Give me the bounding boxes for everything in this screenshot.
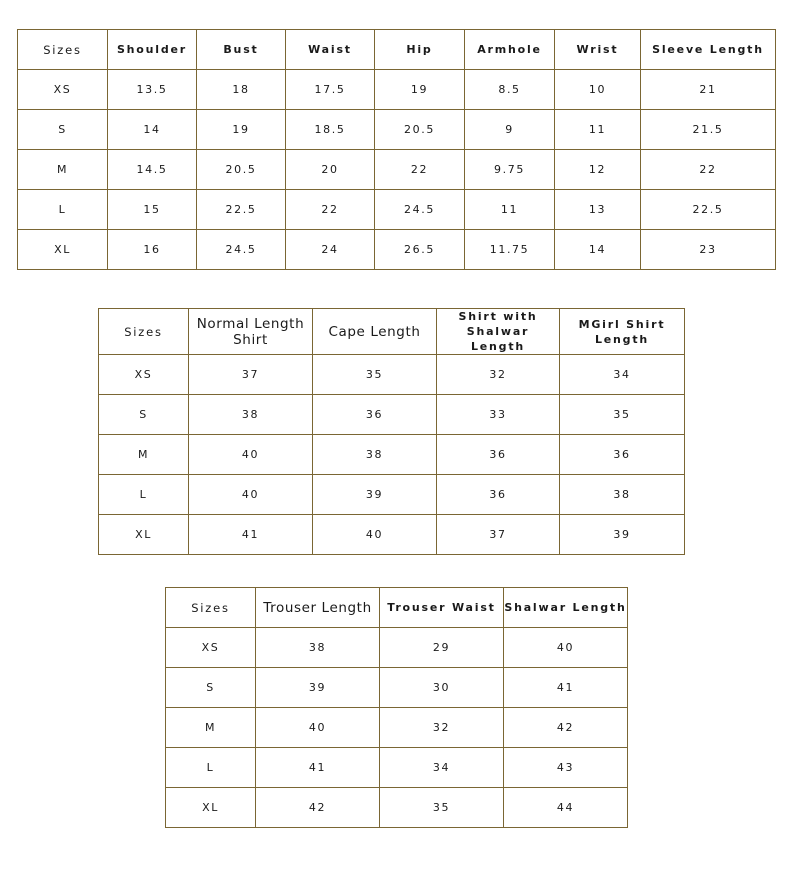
size-cell: L xyxy=(166,748,256,788)
shoulder-cell: 16 xyxy=(108,230,197,270)
size-cell: S xyxy=(99,395,189,435)
sleeve-length-cell: 21 xyxy=(641,70,776,110)
header-sizes: Sizes xyxy=(166,588,256,628)
waist-cell: 20 xyxy=(286,150,375,190)
header-trouser-waist: Trouser Waist xyxy=(380,588,504,628)
normal-length-shirt-cell: 40 xyxy=(189,475,313,515)
header-sizes: Sizes xyxy=(18,30,108,70)
normal-length-shirt-cell: 38 xyxy=(189,395,313,435)
armhole-cell: 9 xyxy=(465,110,555,150)
normal-length-shirt-cell: 37 xyxy=(189,355,313,395)
armhole-cell: 11 xyxy=(465,190,555,230)
hip-cell: 26.5 xyxy=(375,230,465,270)
shalwar-length-cell: 43 xyxy=(504,748,628,788)
shirt-with-shalwar-length-cell: 32 xyxy=(437,355,560,395)
bust-cell: 18 xyxy=(197,70,286,110)
sleeve-length-cell: 22.5 xyxy=(641,190,776,230)
cape-length-cell: 38 xyxy=(313,435,437,475)
header-row xyxy=(18,30,776,70)
trouser-length-cell: 40 xyxy=(256,708,380,748)
mgirl-shirt-length-cell: 39 xyxy=(560,515,685,555)
cape-length-cell: 36 xyxy=(313,395,437,435)
header-sizes: Sizes xyxy=(99,309,189,355)
sleeve-length-cell: 22 xyxy=(641,150,776,190)
table-row xyxy=(18,110,776,150)
table-row xyxy=(18,190,776,230)
shalwar-length-cell: 42 xyxy=(504,708,628,748)
wrist-cell: 10 xyxy=(555,70,641,110)
armhole-cell: 11.75 xyxy=(465,230,555,270)
header-cape-length: Cape Length xyxy=(313,309,437,355)
waist-cell: 18.5 xyxy=(286,110,375,150)
cape-length-cell: 35 xyxy=(313,355,437,395)
wrist-cell: 12 xyxy=(555,150,641,190)
waist-cell: 24 xyxy=(286,230,375,270)
shalwar-length-cell: 44 xyxy=(504,788,628,828)
header-shoulder: Shoulder xyxy=(108,30,197,70)
mgirl-shirt-length-cell: 38 xyxy=(560,475,685,515)
header-sleeve-length: Sleeve Length xyxy=(641,30,776,70)
size-cell: XL xyxy=(99,515,189,555)
table-row xyxy=(99,435,685,475)
table-row xyxy=(99,395,685,435)
trouser-length-cell: 39 xyxy=(256,668,380,708)
trouser-waist-cell: 29 xyxy=(380,628,504,668)
header-shalwar-length: Shalwar Length xyxy=(504,588,628,628)
bust-cell: 20.5 xyxy=(197,150,286,190)
header-row xyxy=(166,588,628,628)
size-cell: XL xyxy=(18,230,108,270)
shirt-with-shalwar-length-cell: 33 xyxy=(437,395,560,435)
bust-cell: 22.5 xyxy=(197,190,286,230)
header-row xyxy=(99,309,685,355)
size-cell: M xyxy=(99,435,189,475)
size-cell: L xyxy=(18,190,108,230)
size-cell: XS xyxy=(18,70,108,110)
shoulder-cell: 14 xyxy=(108,110,197,150)
bust-cell: 19 xyxy=(197,110,286,150)
hip-cell: 22 xyxy=(375,150,465,190)
shirt-with-shalwar-length-cell: 36 xyxy=(437,435,560,475)
cape-length-cell: 40 xyxy=(313,515,437,555)
table-row xyxy=(166,628,628,668)
trouser-length-cell: 42 xyxy=(256,788,380,828)
table-row xyxy=(166,708,628,748)
table-row xyxy=(99,515,685,555)
bust-cell: 24.5 xyxy=(197,230,286,270)
size-cell: XL xyxy=(166,788,256,828)
trouser-waist-cell: 30 xyxy=(380,668,504,708)
shoulder-cell: 14.5 xyxy=(108,150,197,190)
shalwar-length-cell: 40 xyxy=(504,628,628,668)
header-normal-length-shirt: Normal Length Shirt xyxy=(189,309,313,355)
size-cell: XS xyxy=(99,355,189,395)
header-hip: Hip xyxy=(375,30,465,70)
header-trouser-length: Trouser Length xyxy=(256,588,380,628)
shoulder-cell: 15 xyxy=(108,190,197,230)
wrist-cell: 11 xyxy=(555,110,641,150)
armhole-cell: 8.5 xyxy=(465,70,555,110)
size-cell: M xyxy=(18,150,108,190)
mgirl-shirt-length-cell: 34 xyxy=(560,355,685,395)
size-cell: S xyxy=(166,668,256,708)
armhole-cell: 9.75 xyxy=(465,150,555,190)
table-row xyxy=(166,668,628,708)
table-row xyxy=(99,355,685,395)
waist-cell: 17.5 xyxy=(286,70,375,110)
size-chart-shirt-lengths xyxy=(98,308,685,555)
table-row xyxy=(166,748,628,788)
normal-length-shirt-cell: 40 xyxy=(189,435,313,475)
shoulder-cell: 13.5 xyxy=(108,70,197,110)
size-cell: L xyxy=(99,475,189,515)
hip-cell: 24.5 xyxy=(375,190,465,230)
table-row xyxy=(18,70,776,110)
header-armhole: Armhole xyxy=(465,30,555,70)
size-chart-bottoms xyxy=(165,587,628,828)
size-cell: S xyxy=(18,110,108,150)
normal-length-shirt-cell: 41 xyxy=(189,515,313,555)
shalwar-length-cell: 41 xyxy=(504,668,628,708)
hip-cell: 19 xyxy=(375,70,465,110)
header-shirt-with-shalwar-length: Shirt with Shalwar Length xyxy=(437,309,560,355)
trouser-waist-cell: 34 xyxy=(380,748,504,788)
sleeve-length-cell: 23 xyxy=(641,230,776,270)
cape-length-cell: 39 xyxy=(313,475,437,515)
table-row xyxy=(166,788,628,828)
size-cell: M xyxy=(166,708,256,748)
shirt-with-shalwar-length-cell: 37 xyxy=(437,515,560,555)
wrist-cell: 14 xyxy=(555,230,641,270)
sleeve-length-cell: 21.5 xyxy=(641,110,776,150)
header-bust: Bust xyxy=(197,30,286,70)
header-mgirl-shirt-length: MGirl Shirt Length xyxy=(560,309,685,355)
hip-cell: 20.5 xyxy=(375,110,465,150)
size-cell: XS xyxy=(166,628,256,668)
mgirl-shirt-length-cell: 35 xyxy=(560,395,685,435)
header-waist: Waist xyxy=(286,30,375,70)
trouser-waist-cell: 35 xyxy=(380,788,504,828)
trouser-length-cell: 41 xyxy=(256,748,380,788)
trouser-waist-cell: 32 xyxy=(380,708,504,748)
size-chart-upper-body xyxy=(17,29,776,270)
header-wrist: Wrist xyxy=(555,30,641,70)
table-row xyxy=(99,475,685,515)
table-row xyxy=(18,150,776,190)
table-row xyxy=(18,230,776,270)
shirt-with-shalwar-length-cell: 36 xyxy=(437,475,560,515)
wrist-cell: 13 xyxy=(555,190,641,230)
mgirl-shirt-length-cell: 36 xyxy=(560,435,685,475)
trouser-length-cell: 38 xyxy=(256,628,380,668)
waist-cell: 22 xyxy=(286,190,375,230)
